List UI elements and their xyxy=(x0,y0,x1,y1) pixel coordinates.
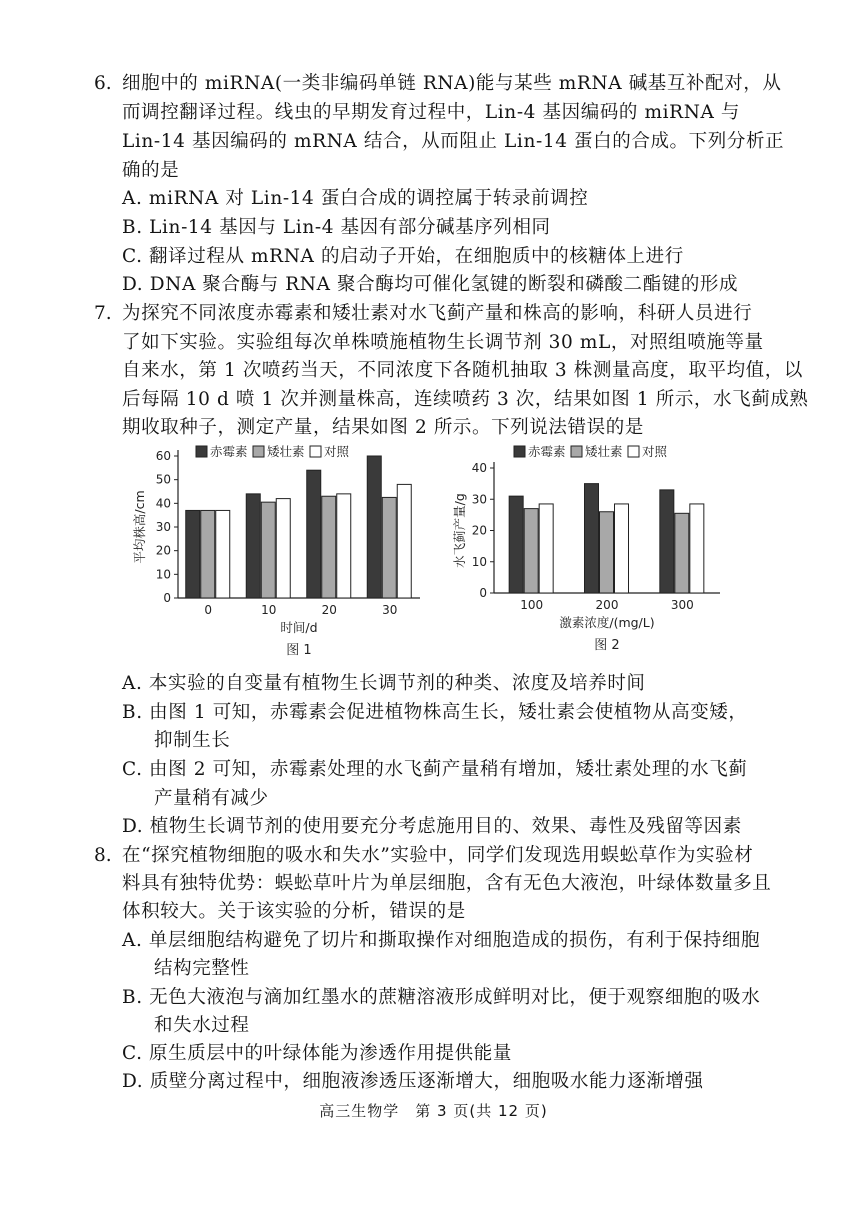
bar xyxy=(246,494,260,598)
legend-swatch xyxy=(196,446,207,457)
bar xyxy=(600,512,614,593)
legend-swatch xyxy=(571,446,582,457)
y-tick-label: 20 xyxy=(155,543,171,558)
y-tick-label: 0 xyxy=(479,586,487,600)
option-b-continued: 抑制生长 xyxy=(154,730,231,751)
x-tick-label: 200 xyxy=(595,598,619,612)
bar xyxy=(367,456,381,598)
option-b: B. 无色大液泡与滴加红墨水的蔗糖溶液形成鲜明对比，便于观察细胞的吸水 xyxy=(122,987,761,1008)
y-tick-label: 50 xyxy=(155,472,171,487)
y-tick-label: 20 xyxy=(471,523,487,538)
bar xyxy=(382,497,396,598)
question-stem-line: 自来水，第 1 次喷药当天，不同浓度下各随机抽取 3 株测量高度，取平均值，以 xyxy=(122,360,803,381)
y-axis-label: 水飞蓟产量/g xyxy=(452,493,467,568)
option-d: D. 质壁分离过程中，细胞液渗透压逐渐增大，细胞吸水能力逐渐增强 xyxy=(122,1071,704,1092)
y-tick-label: 10 xyxy=(155,567,171,582)
legend-label: 对照 xyxy=(642,444,668,459)
question-number: 6. xyxy=(94,73,112,94)
option-a-continued: 结构完整性 xyxy=(154,958,250,979)
bar xyxy=(186,510,200,598)
bar xyxy=(539,504,553,593)
bar xyxy=(201,510,215,598)
question-stem-line: 而调控翻译过程。线虫的早期发育过程中，Lin-4 基因编码的 miRNA 与 xyxy=(122,102,741,123)
y-tick-label: 30 xyxy=(155,520,171,534)
question-stem-line: 体积较大。关于该实验的分析，错误的是 xyxy=(122,901,466,922)
question-stem-line: 为探究不同浓度赤霉素和矮壮素对水飞蓟产量和株高的影响，科研人员进行 xyxy=(122,303,753,324)
bar xyxy=(615,504,629,593)
legend-swatch xyxy=(253,446,264,457)
legend-swatch xyxy=(514,446,525,457)
bar xyxy=(322,496,336,598)
y-tick-label: 40 xyxy=(471,461,487,475)
legend-label: 对照 xyxy=(324,444,350,459)
option-c: C. 原生质层中的叶绿体能为渗透作用提供能量 xyxy=(122,1043,512,1064)
option-c-continued: 产量稍有减少 xyxy=(154,788,269,809)
option-a: A. 本实验的自变量有植物生长调节剂的种类、浓度及培养时间 xyxy=(122,673,646,694)
y-tick-label: 30 xyxy=(471,492,487,507)
question-number: 7. xyxy=(94,303,112,324)
question-stem-line: 确的是 xyxy=(122,160,180,181)
bar xyxy=(337,494,351,598)
y-tick-label: 60 xyxy=(155,449,171,463)
page-footer: 高三生物学 第 3 页(共 12 页) xyxy=(319,1102,548,1120)
question-stem-line: 在“探究植物细胞的吸水和失水”实验中，同学们发现选用蜈蚣草作为实验材 xyxy=(122,845,754,866)
question-stem-line: 后每隔 10 d 喷 1 次并测量株高，连续喷药 3 次，结果如图 1 所示，水飞蓟成熟 xyxy=(122,389,809,410)
bar xyxy=(690,504,704,593)
option-b-continued: 和失水过程 xyxy=(154,1015,250,1036)
bar xyxy=(307,470,321,598)
bar xyxy=(660,490,674,593)
option-c: C. 翻译过程从 mRNA 的启动子开始，在细胞质中的核糖体上进行 xyxy=(122,246,684,267)
y-tick-label: 0 xyxy=(163,591,171,605)
bar xyxy=(509,496,523,593)
x-tick-label: 300 xyxy=(670,598,694,612)
option-a: A. 单层细胞结构避免了切片和撕取操作对细胞造成的损伤，有利于保持细胞 xyxy=(122,930,761,951)
legend-label: 赤霉素 xyxy=(210,444,248,459)
question-stem-line: 细胞中的 miRNA(一类非编码单链 RNA)能与某些 mRNA 碱基互补配对，从 xyxy=(122,73,782,94)
option-c: C. 由图 2 可知，赤霉素处理的水飞蓟产量稍有增加，矮壮素处理的水飞蓟 xyxy=(122,759,748,780)
figure-caption: 图 2 xyxy=(594,638,620,653)
bar xyxy=(216,510,230,598)
bar xyxy=(675,513,689,593)
bar xyxy=(397,484,411,598)
bar-chart-figure-1 xyxy=(130,436,430,666)
bar xyxy=(276,499,290,598)
option-b: B. 由图 1 可知，赤霉素会促进植物株高生长，矮壮素会使植物从高变矮， xyxy=(122,702,748,723)
x-tick-label: 0 xyxy=(204,603,213,617)
option-a: A. miRNA 对 Lin-14 蛋白合成的调控属于转录前调控 xyxy=(122,188,589,209)
legend-label: 赤霉素 xyxy=(528,444,566,459)
option-d: D. 植物生长调节剂的使用要充分考虑施用目的、效果、毒性及残留等因素 xyxy=(122,816,742,837)
question-stem-line: 期收取种子，测定产量，结果如图 2 所示。下列说法错误的是 xyxy=(122,417,644,438)
question-stem-line: 料具有独特优势：蜈蚣草叶片为单层细胞，含有无色大液泡，叶绿体数量多且 xyxy=(122,873,772,894)
legend-label: 矮壮素 xyxy=(585,444,623,459)
x-tick-label: 20 xyxy=(321,603,337,617)
x-tick-label: 100 xyxy=(520,598,544,612)
x-tick-label: 10 xyxy=(261,603,277,617)
option-b: B. Lin-14 基因与 Lin-4 基因有部分碱基序列相同 xyxy=(122,217,551,238)
question-stem-line: 了如下实验。实验组每次单株喷施植物生长调节剂 30 mL，对照组喷施等量 xyxy=(122,332,764,353)
legend-swatch xyxy=(310,446,321,457)
x-axis-label: 激素浓度/(mg/L) xyxy=(559,615,655,630)
option-d: D. DNA 聚合酶与 RNA 聚合酶均可催化氢键的断裂和磷酸二酯键的形成 xyxy=(122,274,739,295)
bar xyxy=(524,509,538,593)
y-tick-label: 10 xyxy=(471,554,487,569)
question-stem-line: Lin-14 基因编码的 mRNA 结合，从而阻止 Lin-14 蛋白的合成。下列分析正 xyxy=(122,131,785,152)
x-tick-label: 30 xyxy=(382,603,398,617)
bar-chart-figure-2 xyxy=(450,436,730,666)
y-tick-label: 40 xyxy=(155,496,171,511)
bar xyxy=(261,502,275,598)
legend-swatch xyxy=(628,446,639,457)
legend-label: 矮壮素 xyxy=(267,444,305,459)
question-number: 8. xyxy=(94,845,112,866)
figure-caption: 图 1 xyxy=(286,643,312,658)
y-axis-label: 平均株高/cm xyxy=(132,490,147,564)
x-axis-label: 时间/d xyxy=(280,620,318,635)
bar xyxy=(585,484,599,593)
